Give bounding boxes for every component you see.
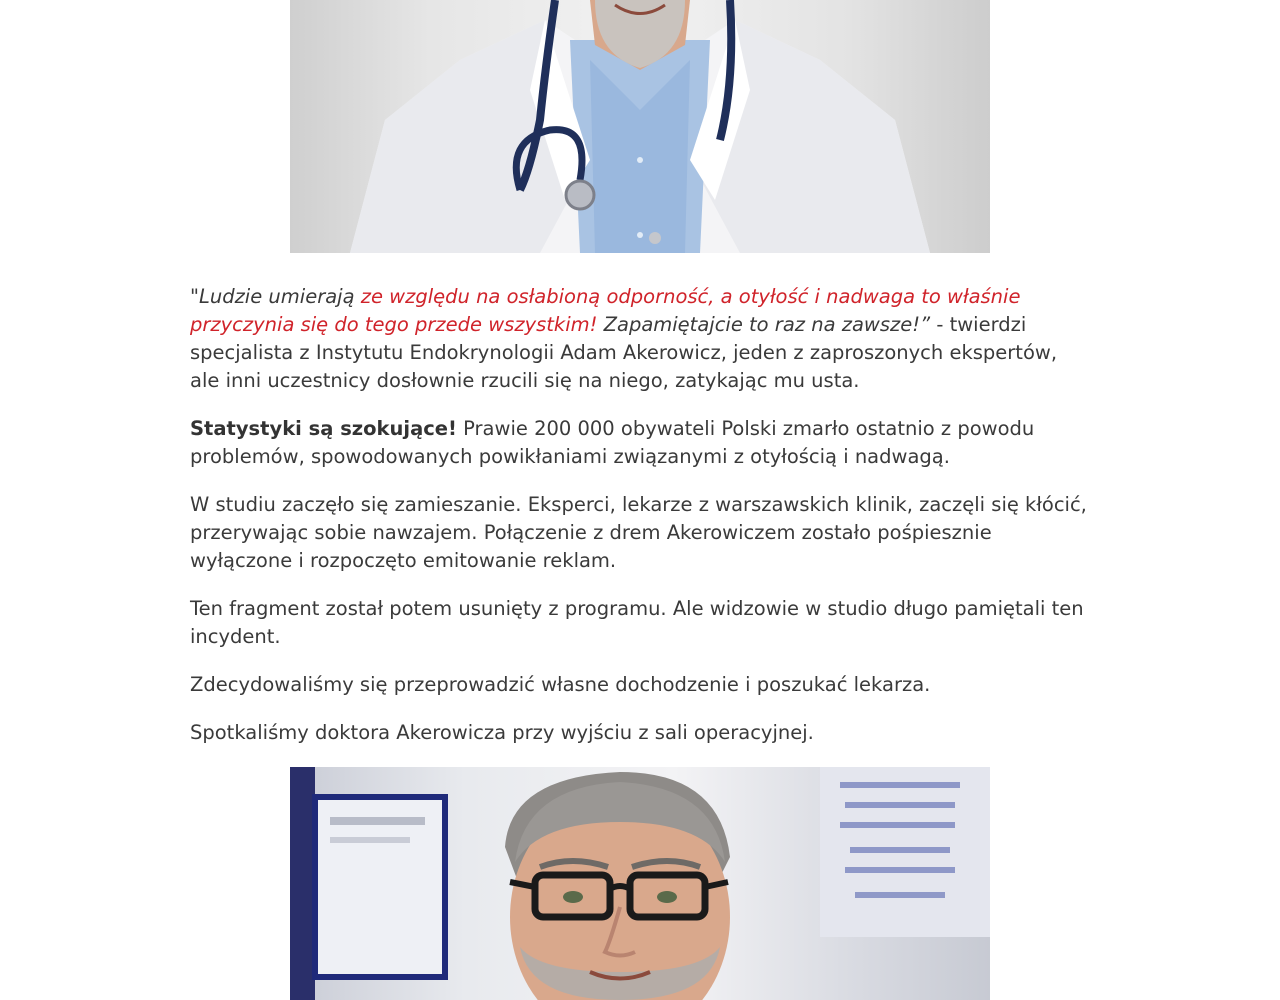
doctor-photo-top <box>290 0 990 253</box>
doctor-photo-bottom <box>290 767 990 1000</box>
expert-quote-paragraph <box>190 283 1090 395</box>
quote-after: Zapamiętajcie to raz na zawsze!” <box>597 313 931 336</box>
fragment-removed-paragraph: Ten fragment został potem usunięty z programu. Ale widzowie w studio długo pamiętali ten incydent. <box>190 597 1084 648</box>
quote-highlight: ze względu na osłabioną odporność, a otyłość i nadwaga to właśnie przyczynia się do tego przede wszystkim! <box>190 285 1021 336</box>
statistics-lead: Statystyki są szokujące! <box>190 417 457 440</box>
quote-open: "Ludzie umierają <box>190 285 361 308</box>
met-doctor-paragraph: Spotkaliśmy doktora Akerowicza przy wyjściu z sali operacyjnej. <box>190 721 814 744</box>
statistics-text: Prawie 200 000 obywateli Polski zmarło ostatnio z powodu problemów, spowodowanych powikłaniami związanymi z otyłością i nadwagą. <box>190 417 1035 468</box>
statistics-paragraph <box>190 415 1090 471</box>
quote-attribution: - twierdzi specjalista z Instytutu Endokrynologii Adam Akerowicz, jeden z zaproszonych ekspertów, ale inni uczestnicy dosłownie rzucili się na niego, zatykając mu usta. <box>190 313 1058 392</box>
investigation-paragraph: Zdecydowaliśmy się przeprowadzić własne dochodzenie i poszukać lekarza. <box>190 673 931 696</box>
studio-chaos-paragraph: W studiu zaczęło się zamieszanie. Eksperci, lekarze z warszawskich klinik, zaczęli się kłócić, przerywając sobie nawzajem. Połączenie z drem Akerowiczem zostało pośpiesznie wyłączone i rozpoczęto emitowanie reklam. <box>190 493 1087 572</box>
